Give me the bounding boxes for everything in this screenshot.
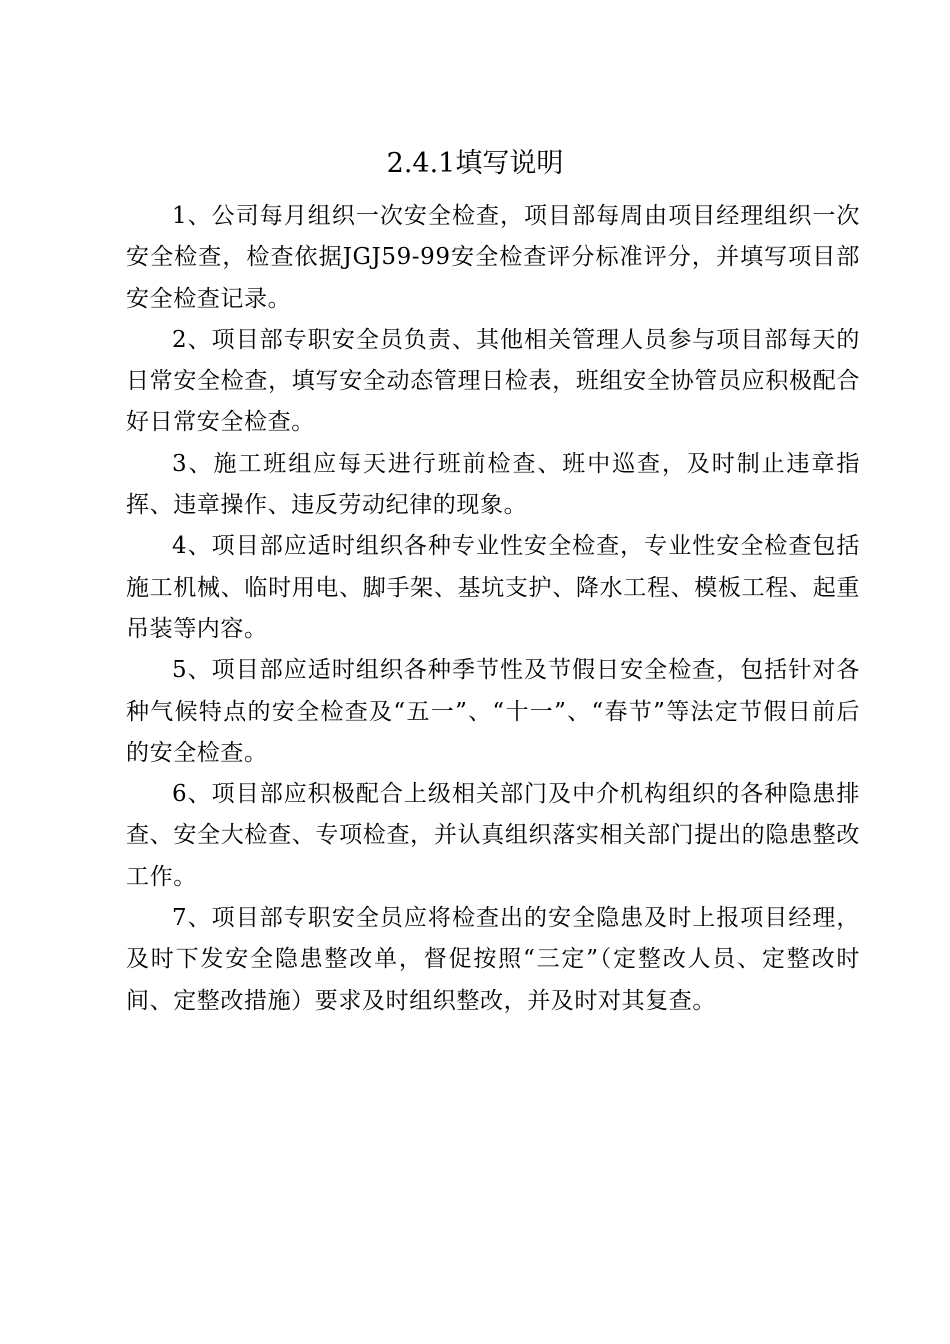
paragraph-3: 3、施工班组应每天进行班前检查、班中巡查，及时制止违章指挥、违章操作、违反劳动纪律的现象。 (126, 450, 860, 519)
page-title: 2.4.1填写说明 (386, 148, 564, 179)
paragraph-5: 5、项目部应适时组织各种季节性及节假日安全检查，包括针对各种气候特点的安全检查及“五一”、“十一”、“春节”等法定节假日前后的安全检查。 (126, 657, 860, 766)
paragraph-4: 4、项目部应适时组织各种专业性安全检查，专业性安全检查包括施工机械、临时用电、脚手架、基坑支护、降水工程、模板工程、起重吊装等内容。 (126, 533, 860, 642)
paragraph-2: 2、项目部专职安全员负责、其他相关管理人员参与项目部每天的日常安全检查，填写安全动态管理日检表，班组安全协管员应积极配合好日常安全检查。 (126, 326, 860, 436)
paragraph-7: 7、项目部专职安全员应将检查出的安全隐患及时上报项目经理，及时下发安全隐患整改单，督促按照“三定”（定整改人员、定整改时间、定整改措施）要求及时组织整改，并及时对其复查。 (126, 905, 860, 1014)
instructions-body (126, 196, 860, 1022)
paragraph-1: 1、公司每月组织一次安全检查，项目部每周由项目经理组织一次安全检查，检查依据JGJ59-99安全检查评分标准评分，并填写项目部安全检查记录。 (126, 203, 860, 312)
paragraph-6: 6、项目部应积极配合上级相关部门及中介机构组织的各种隐患排查、安全大检查、专项检查，并认真组织落实相关部门提出的隐患整改工作。 (126, 781, 860, 890)
